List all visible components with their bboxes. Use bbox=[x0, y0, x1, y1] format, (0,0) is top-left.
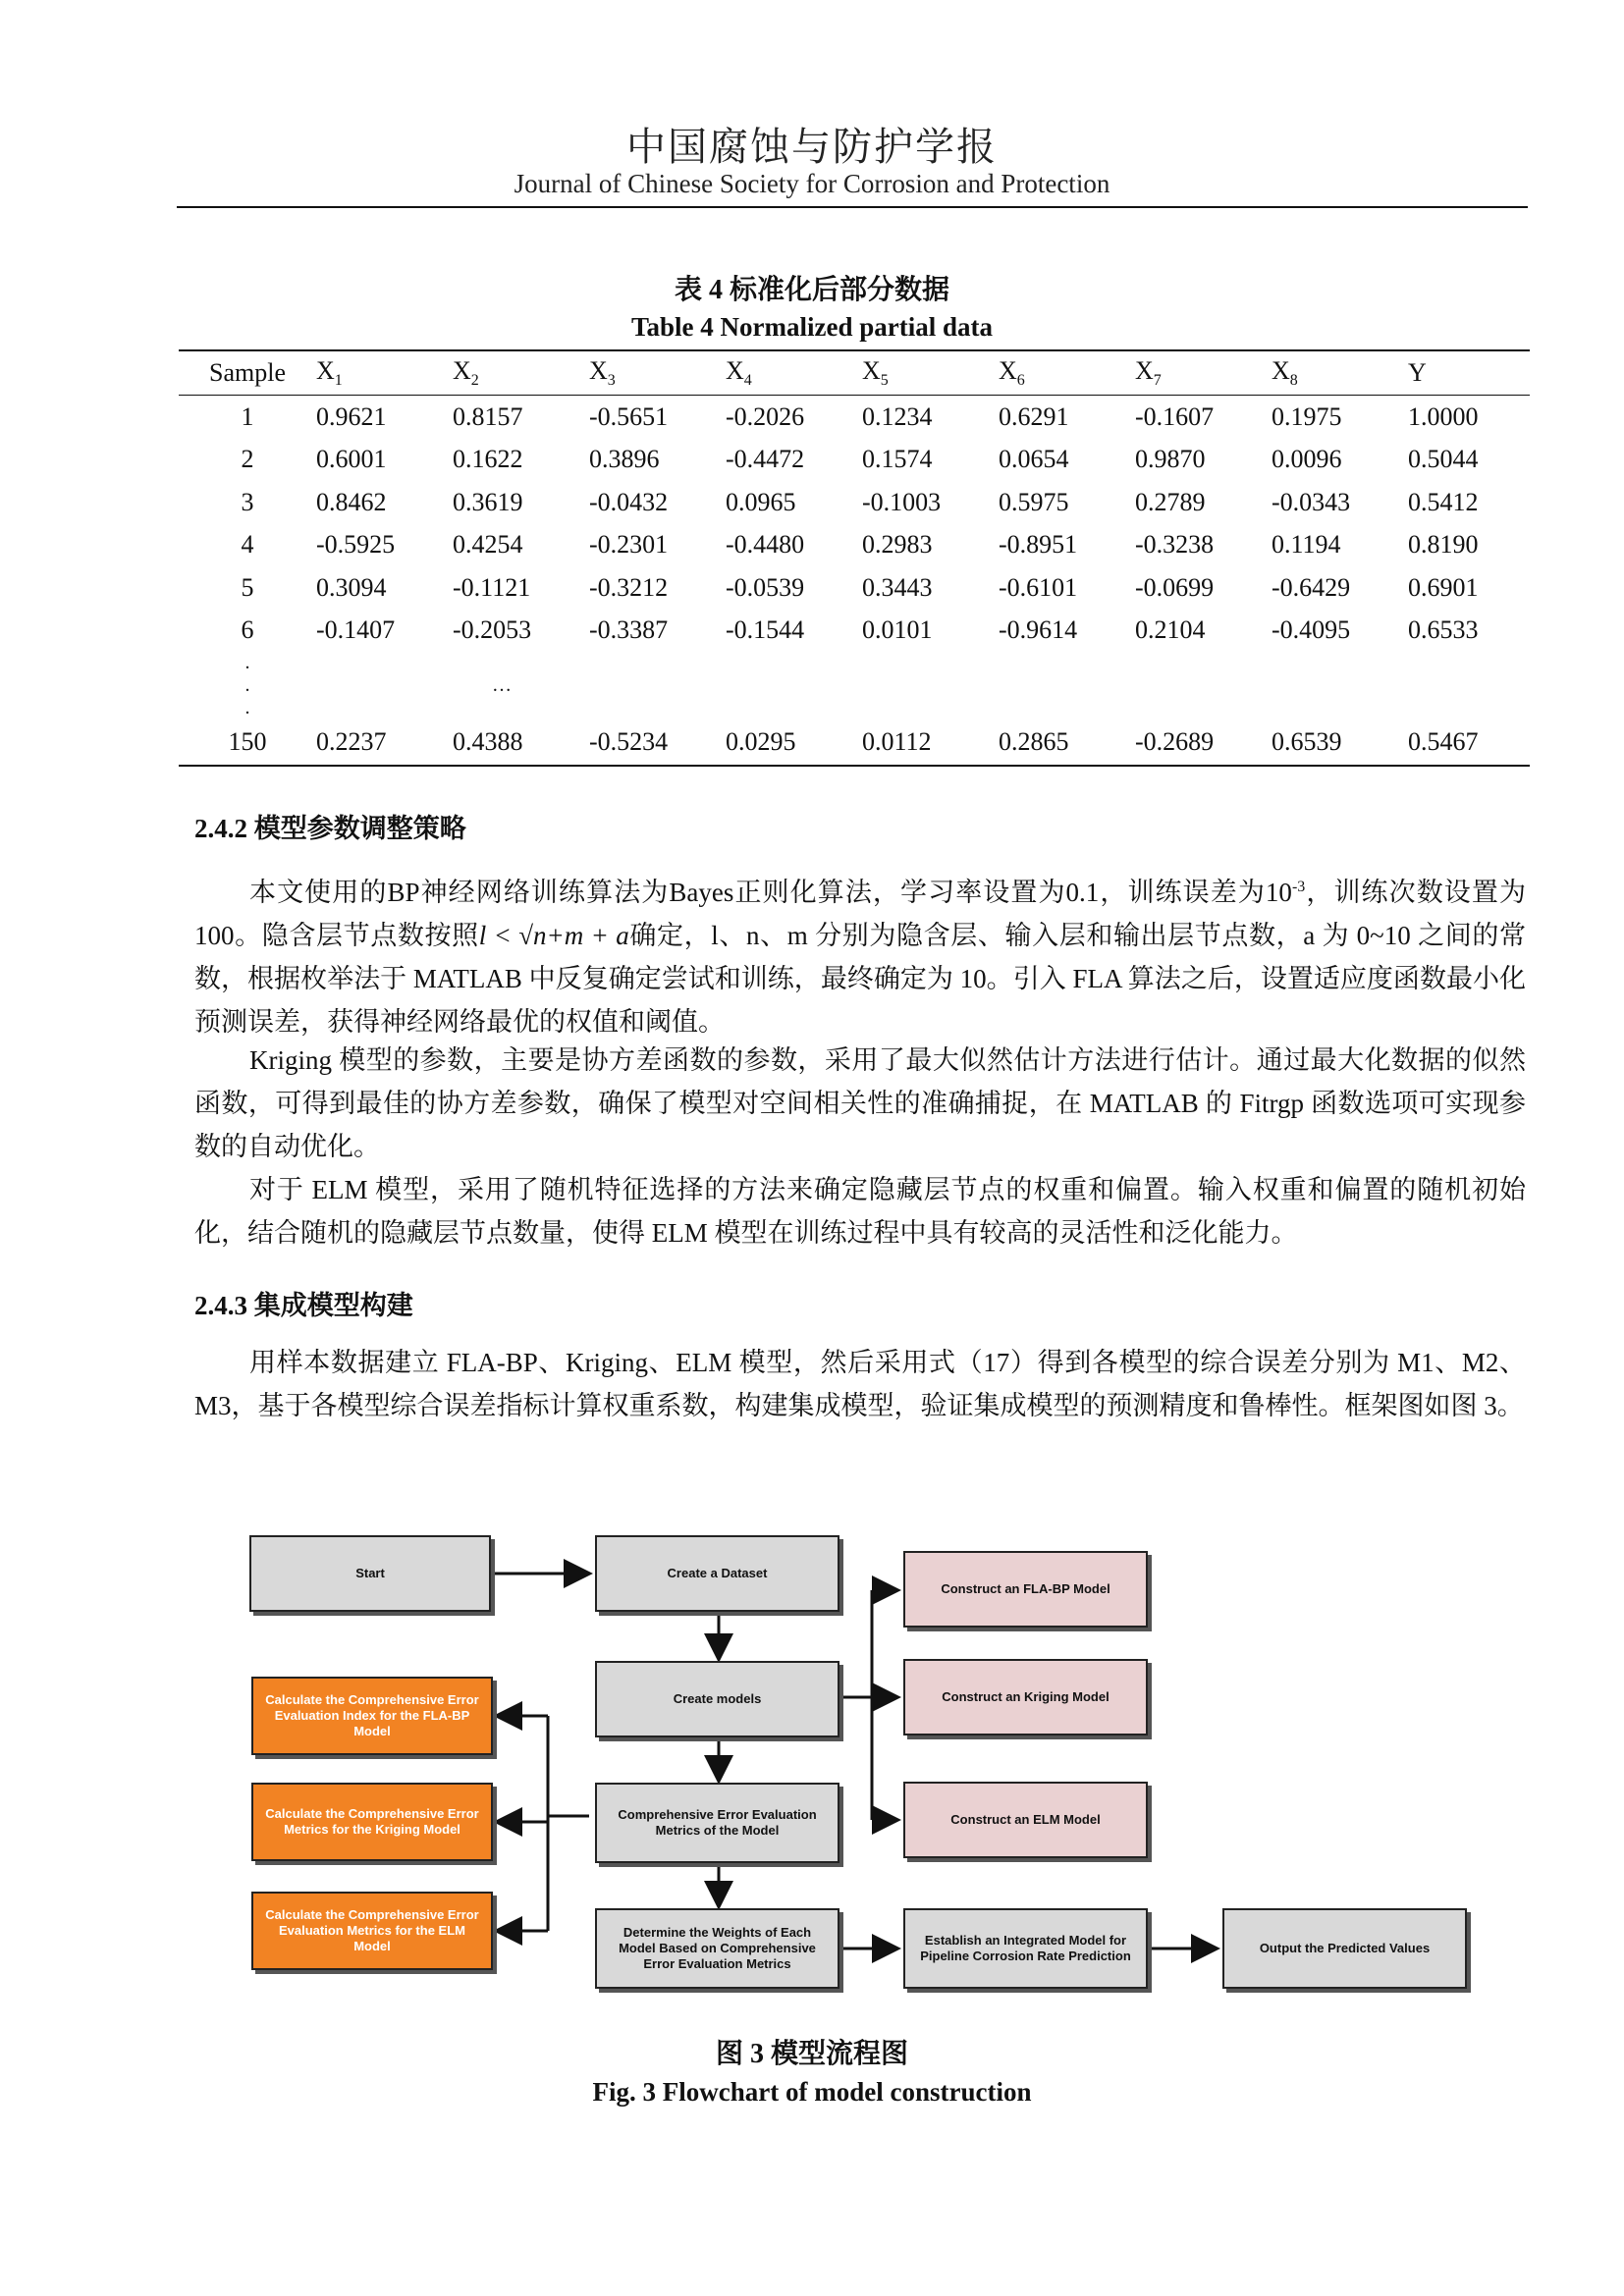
cell-value: 0.1574 bbox=[862, 445, 933, 474]
col-header-sample: Sample bbox=[179, 350, 316, 396]
cell-value: -0.0539 bbox=[726, 572, 805, 602]
calc-kriging-node: Calculate the Comprehensive Error Metrics for the Kriging Model bbox=[251, 1783, 493, 1861]
cell-value: -0.2053 bbox=[453, 615, 532, 645]
cell-value: 0.2983 bbox=[862, 530, 933, 560]
cell-value: 0.5467 bbox=[1408, 720, 1530, 766]
table-caption-cn: 表 4 标准化后部分数据 bbox=[674, 275, 949, 305]
cell-value: -0.6101 bbox=[999, 572, 1078, 602]
cell-value: 0.3094 bbox=[316, 572, 387, 602]
ellipsis-dot: . bbox=[244, 652, 250, 673]
cell-value: 0.5412 bbox=[1408, 487, 1479, 516]
cell-value: 0.1234 bbox=[862, 401, 933, 431]
p1-text-a: 本文使用的BP神经网络训练算法为Bayes正则化算法，学习率设置为0.1，训练误差为10 bbox=[249, 878, 1292, 907]
cell-value: -0.5651 bbox=[589, 401, 669, 431]
cell-sample: 150 bbox=[179, 720, 316, 766]
cell-value: -0.4480 bbox=[726, 530, 805, 560]
col-header-x4: $X_4$ bbox=[726, 350, 862, 396]
fla-bp-model-node: Construct an FLA-BP Model bbox=[903, 1551, 1148, 1628]
determine-weights-node: Determine the Weights of Each Model Based on Comprehensive Error Evaluation Metrics bbox=[595, 1908, 839, 1989]
cell-value: -0.3212 bbox=[589, 572, 669, 602]
cell-value: -0.2301 bbox=[589, 530, 669, 560]
cell-value: 0.0965 bbox=[726, 487, 796, 516]
cell-value: -0.8951 bbox=[999, 530, 1078, 560]
cell-value: 0.6533 bbox=[1408, 615, 1479, 645]
cell-sample: 2 bbox=[241, 445, 254, 474]
cell-value: -0.2026 bbox=[726, 401, 805, 431]
cell-value: -0.6429 bbox=[1272, 572, 1351, 602]
cell-value: -0.1121 bbox=[453, 572, 531, 602]
cell-value: 0.0096 bbox=[1272, 445, 1342, 474]
col-header-x2: $X_2$ bbox=[453, 350, 589, 396]
cell-value: 0.3443 bbox=[862, 572, 933, 602]
cell-value: -0.0699 bbox=[1135, 572, 1215, 602]
error-metrics-node: Comprehensive Error Evaluation Metrics of the Model bbox=[595, 1783, 839, 1863]
ellipsis-dot: . bbox=[244, 697, 250, 719]
cell-value: -0.4095 bbox=[1272, 615, 1351, 645]
cell-value: -0.1544 bbox=[726, 615, 805, 645]
cell-value: 0.6291 bbox=[999, 401, 1069, 431]
cell-value: 0.2104 bbox=[1135, 615, 1206, 645]
cell-value: 0.5975 bbox=[999, 487, 1069, 516]
cell-value: 0.3619 bbox=[453, 487, 523, 516]
cell-value: 0.1622 bbox=[453, 445, 523, 474]
col-header-x1: $X_1$ bbox=[316, 350, 453, 396]
cell-value: 0.5044 bbox=[1408, 445, 1479, 474]
cell-value: 0.4254 bbox=[453, 530, 523, 560]
start-node: Start bbox=[249, 1535, 491, 1612]
cell-value: 1.0000 bbox=[1408, 401, 1479, 431]
ellipsis-dot: . bbox=[244, 674, 250, 696]
cell-value: 0.8462 bbox=[316, 487, 387, 516]
calc-fla-bp-node: Calculate the Comprehensive Error Evaluation Index for the FLA-BP Model bbox=[251, 1677, 493, 1755]
cell-value: -0.1607 bbox=[1135, 401, 1215, 431]
cell-value: 0.2789 bbox=[1135, 487, 1206, 516]
cell-value: 0.1975 bbox=[1272, 401, 1342, 431]
ellipsis-mid: … bbox=[492, 674, 512, 696]
p1-text-b: ，训练次数设置为 100。隐含层节点数按照 bbox=[194, 878, 1526, 950]
cell-value: 0.0654 bbox=[999, 445, 1069, 474]
cell-value: -0.0343 bbox=[1272, 487, 1351, 516]
cell-value: -0.5925 bbox=[316, 530, 396, 560]
cell-value: 0.6539 bbox=[1272, 720, 1408, 766]
cell-value: 0.9870 bbox=[1135, 445, 1206, 474]
cell-value: 0.8190 bbox=[1408, 530, 1479, 560]
elm-model-node: Construct an ELM Model bbox=[903, 1782, 1148, 1858]
cell-value: 0.0295 bbox=[726, 720, 862, 766]
journal-title-en: Journal of Chinese Society for Corrosion and Protection bbox=[514, 169, 1110, 198]
cell-value: -0.0432 bbox=[589, 487, 669, 516]
cell-value: -0.4472 bbox=[726, 445, 805, 474]
kriging-model-node: Construct an Kriging Model bbox=[903, 1659, 1148, 1735]
cell-sample: 6 bbox=[241, 615, 254, 645]
figure-caption-en: Fig. 3 Flowchart of model construction bbox=[592, 2077, 1032, 2107]
figure-caption-cn: 图 3 模型流程图 bbox=[715, 2039, 908, 2069]
cell-value: 0.1194 bbox=[1272, 530, 1341, 560]
table-caption-en: Table 4 Normalized partial data bbox=[631, 312, 993, 342]
cell-value: 0.0112 bbox=[862, 720, 999, 766]
create-dataset-node: Create a Dataset bbox=[595, 1535, 839, 1612]
col-header-x3: $X_3$ bbox=[589, 350, 726, 396]
cell-value: 0.6901 bbox=[1408, 572, 1479, 602]
cell-sample: 5 bbox=[241, 572, 254, 602]
p1-text-c: 确定，l、n、m 分别为隐含层、输入层和输出层节点数，a 为 0~10 之间的常数，根据枚举法于 MATLAB 中反复确定尝试和训练，最终确定为 10。引入 FLA 算法之后，设置适应度函数最小化预测误差，获得神经网络最优的权值和阈值。 bbox=[194, 921, 1527, 1037]
paragraph-2-4-3-p1: 用样本数据建立 FLA-BP、Kriging、ELM 模型，然后采用式（17）得到各模型的综合误差分别为 M1、M2、M3，基于各模型综合误差指标计算权重系数，构建集成模型，验证集成模型的预测精度和鲁棒性。框架图如图 3。 bbox=[194, 1348, 1526, 1420]
cell-value: -0.5234 bbox=[589, 720, 726, 766]
cell-value: 0.6001 bbox=[316, 445, 387, 474]
cell-value: 0.0101 bbox=[862, 615, 933, 645]
cell-value: 0.9621 bbox=[316, 401, 387, 431]
cell-value: -0.3238 bbox=[1135, 530, 1215, 560]
paragraph-2-4-2-p2: Kriging 模型的参数，主要是协方差函数的参数，采用了最大似然估计方法进行估计。通过最大化数据的似然函数，可得到最佳的协方差参数，确保了模型对空间相关性的准确捕捉，在 MATLAB 的 Fitrgp 函数选项可实现参数的自动优化。 bbox=[194, 1045, 1526, 1161]
cell-value: 0.4388 bbox=[453, 720, 589, 766]
p1-sup: -3 bbox=[1291, 879, 1306, 895]
col-header-x8: $X_8$ bbox=[1272, 350, 1408, 396]
hidden-node-formula: l < √n+m + a bbox=[478, 921, 629, 950]
cell-sample: 4 bbox=[241, 530, 254, 560]
cell-value: 0.8157 bbox=[453, 401, 523, 431]
calc-elm-node: Calculate the Comprehensive Error Evaluation Metrics for the ELM Model bbox=[251, 1892, 493, 1970]
section-heading-2-4-3: 2.4.3 集成模型构建 bbox=[194, 1291, 413, 1320]
cell-value: -0.3387 bbox=[589, 615, 669, 645]
cell-value: -0.9614 bbox=[999, 615, 1078, 645]
cell-value: -0.1407 bbox=[316, 615, 396, 645]
create-models-node: Create models bbox=[595, 1661, 839, 1737]
cell-value: 0.2237 bbox=[316, 720, 453, 766]
col-header-x7: $X_7$ bbox=[1135, 350, 1272, 396]
cell-value: 0.2865 bbox=[999, 720, 1135, 766]
journal-title-cn: 中国腐蚀与防护学报 bbox=[626, 125, 998, 169]
cell-sample: 3 bbox=[241, 487, 254, 516]
section-heading-2-4-2: 2.4.2 模型参数调整策略 bbox=[194, 814, 466, 843]
cell-value: 0.3896 bbox=[589, 445, 660, 474]
paragraph-2-4-2-p3: 对于 ELM 模型，采用了随机特征选择的方法来确定隐藏层节点的权重和偏置。输入权重和偏置的随机初始化，结合随机的隐藏层节点数量，使得 ELM 模型在训练过程中具有较高的灵活性和泛化能力。 bbox=[194, 1175, 1526, 1248]
cell-sample: 1 bbox=[241, 401, 254, 431]
col-header-x6: $X_6$ bbox=[999, 350, 1135, 396]
output-node: Output the Predicted Values bbox=[1222, 1908, 1467, 1989]
col-header-y: Y bbox=[1408, 350, 1530, 396]
cell-value: -0.2689 bbox=[1135, 720, 1272, 766]
cell-value: -0.1003 bbox=[862, 487, 942, 516]
integrated-model-node: Establish an Integrated Model for Pipeline Corrosion Rate Prediction bbox=[903, 1908, 1148, 1989]
col-header-x5: $X_5$ bbox=[862, 350, 999, 396]
